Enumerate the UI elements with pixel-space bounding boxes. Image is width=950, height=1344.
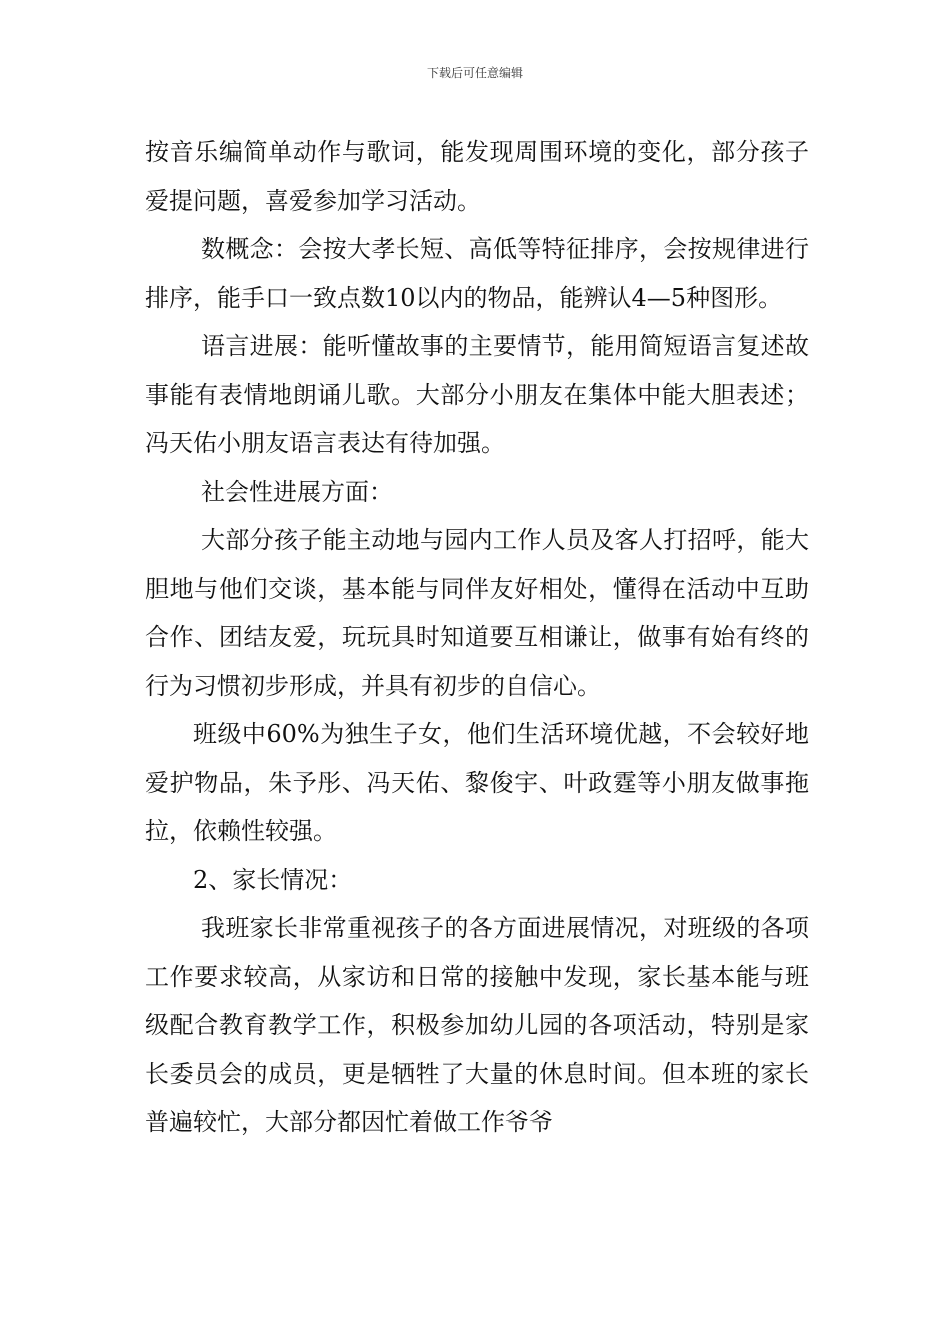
paragraph-only-children: 班级中60%为独生子女，他们生活环境优越，不会较好地爱护物品，朱予彤、冯天佑、黎俊宇、叶政霆等小朋友做事拖拉，依赖性较强。 (145, 720, 809, 845)
paragraph-language-development: 语言进展：能听懂故事的主要情节，能用简短语言复述故事能有表情地朗诵儿歌。大部分小朋友在集体中能大胆表述；冯天佑小朋友语言表达有待加强。 (145, 332, 809, 457)
document-body (145, 128, 809, 1147)
page-header-note: 下载后可任意编辑 (426, 66, 523, 80)
paragraph-parents-heading: 2、家长情况： (193, 865, 353, 894)
paragraph-social-development: 大部分孩子能主动地与园内工作人员及客人打招呼，能大胆地与他们交谈，基本能与同伴友好相处，懂得在活动中互助合作、团结友爱，玩玩具时知道要互相谦让，做事有始有终的行为习惯初步形成，并具有初步的自信心。 (145, 526, 809, 700)
paragraph-number-concept: 数概念：会按大孝长短、高低等特征排序，会按规律进行排序，能手口一致点数10以内的物品，能辨认4—5种图形。 (145, 235, 809, 312)
paragraph-parents-situation: 我班家长非常重视孩子的各方面进展情况，对班级的各项工作要求较高，从家访和日常的接触中发现，家长基本能与班级配合教育教学工作，积极参加幼儿园的各项活动，特别是家长委员会的成员，更是牺牲了大量的休息时间。但本班的家长普遍较忙，大部分都因忙着做工作爷爷 (145, 914, 809, 1136)
paragraph-social-heading: 社会性进展方面： (201, 477, 393, 506)
paragraph-continuation: 按音乐编简单动作与歌词，能发现周围环境的变化，部分孩子爱提问题，喜爱参加学习活动。 (145, 138, 809, 215)
